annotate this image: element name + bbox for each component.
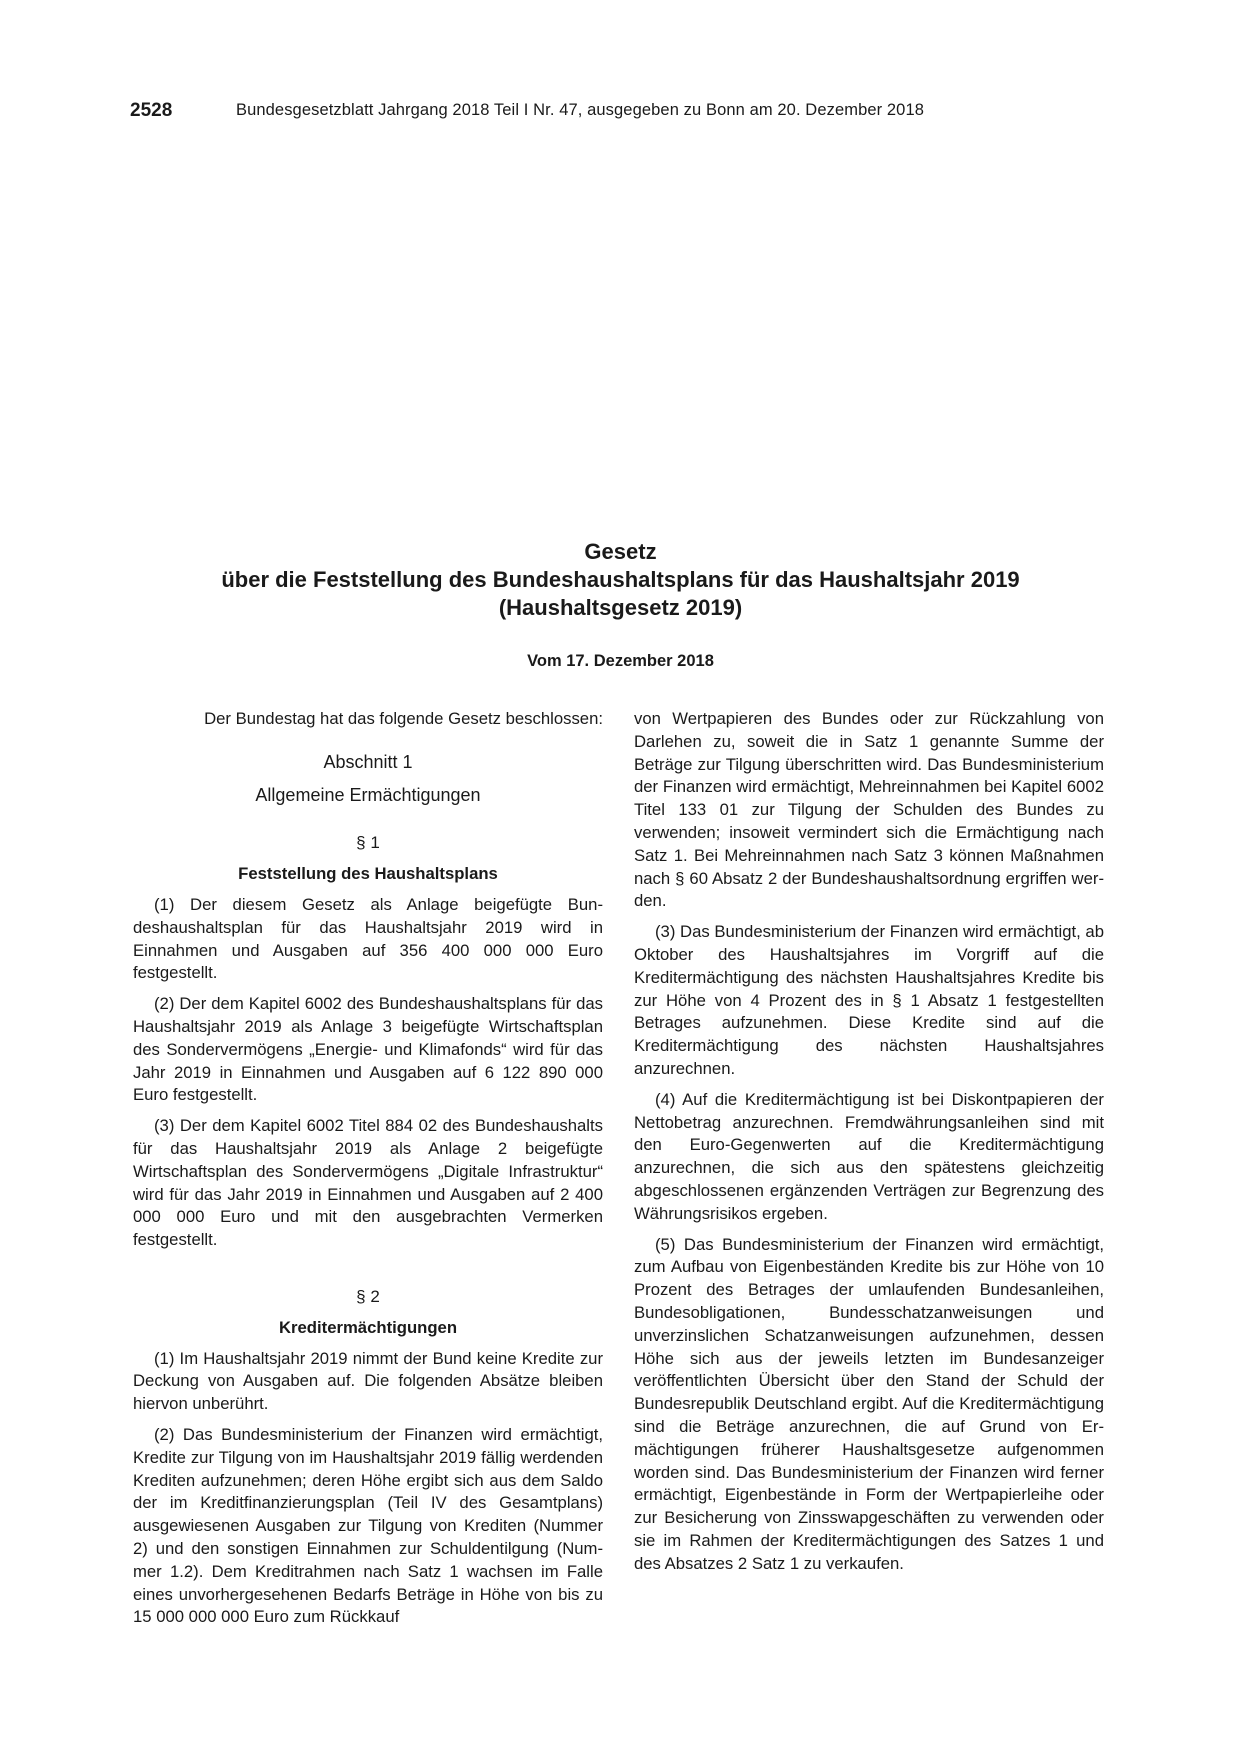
paragraph-1-subsection-1: (1) Der diesem Gesetz als Anlage beigefügte Bundeshaushaltsplan für das Haushaltsjahr 2019 wird in Einnahmen und Ausgaben auf 356 400 000 000 Euro festgestellt. — [133, 894, 603, 983]
section-title: Allgemeine Ermächtigungen — [255, 784, 481, 805]
law-title-line3: (Haushaltsgesetz 2019) — [498, 595, 743, 620]
law-title-block — [130, 538, 1111, 671]
page-header — [130, 100, 1111, 126]
page-number: 2528 — [130, 100, 173, 121]
paragraph-2-subsection-1: (1) Im Haushaltsjahr 2019 nimmt der Bund keine Kredite zur Deckung von Ausgaben auf. Die folgenden Absätze bleiben hiervon unberührt. — [133, 1348, 603, 1414]
left-column — [133, 708, 603, 1637]
paragraph-2-subsection-4: (4) Auf die Kreditermächtigung ist bei Diskontpapieren der Nettobetrag anzurechnen. Fremdwährungsanleihen sind mit den Euro-Gegenwerten auf die Kreditermächtigung anzurechnen, die sich aus den spätestens gleichzeitig abgeschlossenen ergänzenden Verträgen zur Begrenzung des Währungsrisikos ergeben. — [634, 1089, 1104, 1223]
paragraph-1-sign: § 1 — [356, 833, 380, 853]
law-title-line2: über die Feststellung des Bundeshaushaltsplans für das Haushaltsjahr 2019 — [221, 567, 1020, 592]
right-column — [634, 708, 1104, 1583]
paragraph-2-subsection-3: (3) Das Bundesministerium der Finanzen wird ermächtigt, ab Oktober des Haushaltsjahres im Vorgriff auf die Kreditermächtigung des nächsten Haushaltsjahres Kredite bis zur Höhe von 4 Prozent des in § 1 Absatz 1 festgestellten Betrages aufzunehmen. Diese Kredite sind auf die Kreditermächtigung des nächsten Haushaltsjahres anzurechnen. — [634, 922, 1104, 1078]
paragraph-2-subsection-5: (5) Das Bundesministerium der Finanzen wird ermächtigt, zum Aufbau von Eigenbeständen Kredite bis zur Höhe von 10 Prozent des Betrages der umlaufenden Bundesanleihen, Bundesobligationen, Bundesschatzanweisungen und unverzinslichen Schatzanweisungen aufzunehmen, dessen Höhe sich aus der jeweils letzten im Bundesanzeiger veröffentlichten Übersicht über den Stand der Schuld der Bundesrepublik Deutschland ergibt. Auf die Kreditermächtigung sind die Beträge anzurechnen, die auf Grund von Ermächtigungen früherer Haushaltsgesetze aufgenommen worden sind. Das Bundesministerium der Finanzen wird ferner ermächtigt, Eigenbestände in Form der Wertpapierleihe oder zur Besicherung von Zinsswapgeschäften zu verwenden oder sie im Rahmen der Kreditermächtigungen des Satzes 1 und des Absatzes 2 Satz 1 zu verkaufen. — [634, 1234, 1104, 1573]
paragraph-1-title: Feststellung des Haushaltsplans — [238, 864, 498, 884]
enactment-clause: Der Bundestag hat das folgende Gesetz beschlossen: — [204, 709, 603, 728]
section-label: Abschnitt 1 — [323, 751, 413, 772]
paragraph-1-subsection-3: (3) Der dem Kapitel 6002 Titel 884 02 des Bundeshaushalts für das Haushaltsjahr 2019 als Anlage 2 beigefügte Wirtschaftsplan des Sondervermögens „Digitale Infrastruktur“ wird für das Jahr 2019 in Einnahmen und Ausgaben auf 2 400 000 000 Euro und mit den ausgebrachten Vermerken festgestellt. — [133, 1116, 603, 1250]
paragraph-2-title: Kreditermächtigungen — [278, 1317, 458, 1337]
gazette-line: Bundesgesetzblatt Jahrgang 2018 Teil I Nr. 47, ausgegeben zu Bonn am 20. Dezember 2018 — [236, 101, 925, 119]
paragraph-2-subsection-2-continued: von Wertpapieren des Bundes oder zur Rückzahlung von Darlehen zu, soweit die in Satz 1 genannte Summe der Beträge zur Tilgung überschritten wird. Das Bundesministerium der Finanzen wird ermächtigt, Mehreinnahmen bei Kapitel 6002 Titel 133 01 zur Tilgung der Schulden des Bundes zu verwenden; insoweit vermindert sich die Ermächtigung nach Satz 1. Bei Mehreinnahmen nach Satz 3 können Maßnahmen nach § 60 Absatz 2 der Bundeshaushaltsordnung ergriffen werden. — [634, 709, 1104, 911]
law-title-line1: Gesetz — [584, 539, 657, 564]
paragraph-2-subsection-2: (2) Das Bundesministerium der Finanzen wird ermächtigt, Kredite zur Tilgung von im Haushaltsjahr 2019 fällig werdenden Krediten aufzunehmen; deren Höhe ergibt sich aus dem Saldo der im Kreditfinanzierungsplan (Teil IV des Gesamtplans) ausgewiesenen Ausgaben zur Tilgung von Krediten (Nummer 2) und den sonstigen Einnahmen zur Schuldentilgung (Nummer 1.2). Dem Kreditrahmen nach Satz 1 wachsen im Falle eines unvorhergesehenen Bedarfs Beträge in Höhe von bis zu 15 000 000 000 Euro zum Rückkauf — [133, 1424, 603, 1627]
paragraph-1-subsection-2: (2) Der dem Kapitel 6002 des Bundeshaushaltsplans für das Haushaltsjahr 2019 als Anlage 3 beigefügte Wirtschaftsplan des Sondervermögens „Energie- und Klimafonds“ wird für das Jahr 2019 in Einnahmen und Ausgaben auf 6 122 890 000 Euro festgestellt. — [133, 994, 603, 1105]
law-date: Vom 17. Dezember 2018 — [527, 652, 714, 670]
paragraph-2-sign: § 2 — [356, 1286, 380, 1306]
